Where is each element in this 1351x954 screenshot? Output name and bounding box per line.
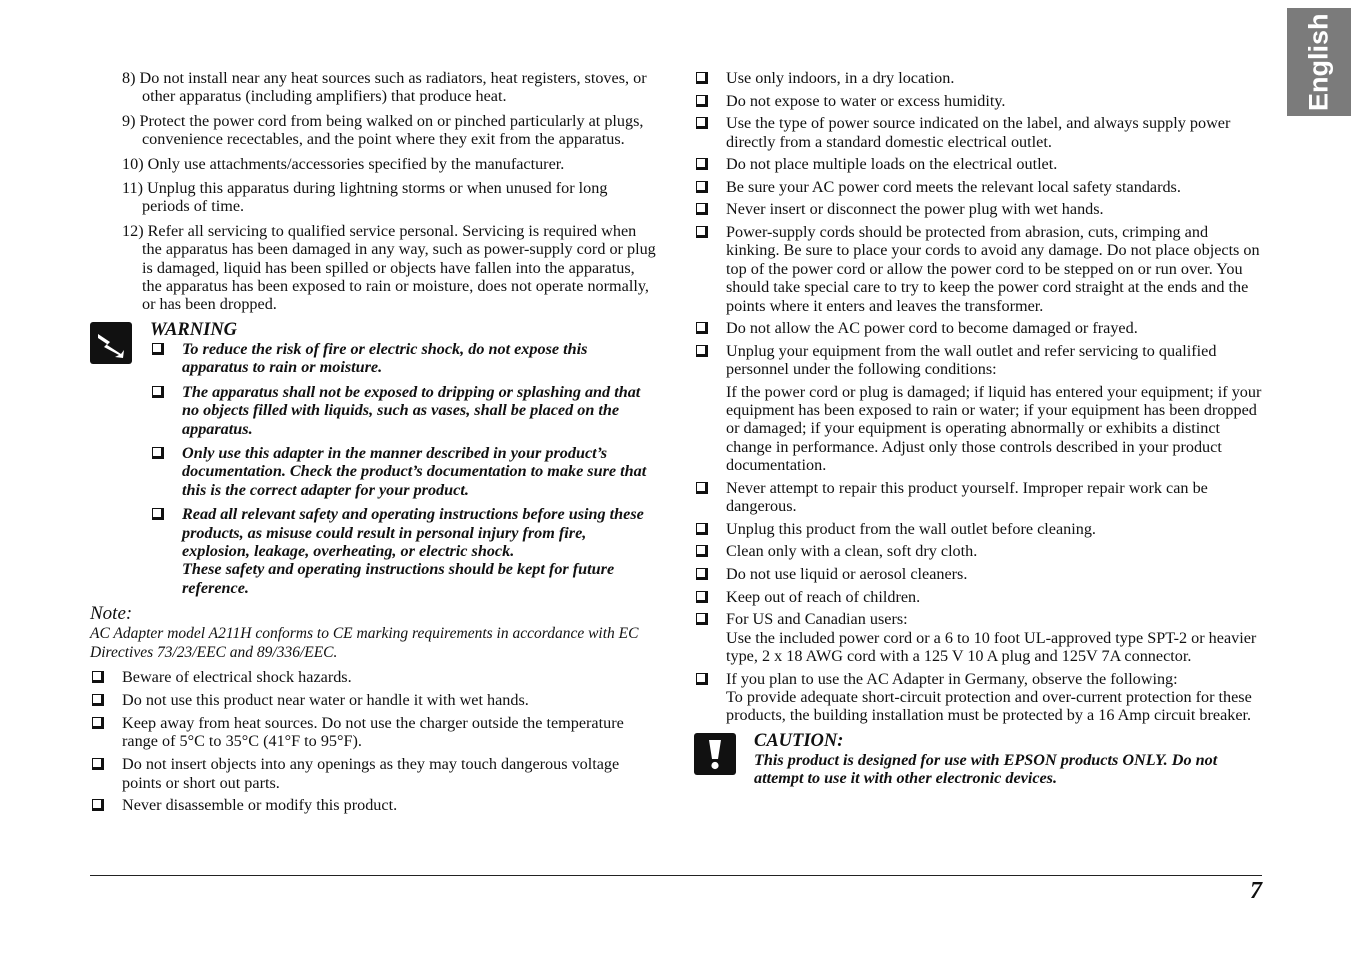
caution-title: CAUTION: bbox=[754, 730, 844, 751]
numbered-item-12: 12) Refer all servicing to qualified service personal. Servicing is required when the apparatus has been damaged in any way, such as power-supply cord or plug is damaged, liquid has been spilled or objects have fallen into the apparatus, the apparatus has been exposed to rain or moisture, does not operate normally, or has been dropped. bbox=[122, 221, 656, 314]
list-item: Keep out of reach of children. bbox=[694, 588, 1262, 606]
checkbox-bullet-icon bbox=[696, 203, 708, 215]
list-item: Power-supply cords should be protected from abrasion, cuts, crimping and kinking. Be sure to place your cords to avoid any damage. Do not place objects on top of the power cord or allow the power cord to be stepped on or run over. You should take special care to try to keep the power cord straight at the ends and the points where it enters and leaves the transformer. bbox=[694, 223, 1262, 315]
list-item: Be sure your AC power cord meets the relevant local safety standards. bbox=[694, 178, 1262, 196]
checkbox-bullet-icon bbox=[92, 758, 104, 770]
caution-text: This product is designed for use with EPSON products ONLY. Do not attempt to use it with other electronic devices. bbox=[754, 750, 1218, 788]
checkbox-bullet-icon bbox=[152, 508, 164, 520]
us-canada-detail: Use the included power cord or a 6 to 10 foot UL-approved type SPT-2 or heavier type, 2 x 18 AWG cord with a 125 V 10 A plug and 125V 7A connector. bbox=[726, 628, 1257, 665]
list-item: Keep away from heat sources. Do not use the charger outside the temperature range of 5°C to 35°C (41°F to 95°F). bbox=[90, 714, 656, 751]
list-item: Never disassemble or modify this product. bbox=[90, 796, 656, 814]
list-item: Do not expose to water or excess humidity. bbox=[694, 92, 1262, 110]
checkbox-bullet-icon bbox=[696, 226, 708, 238]
language-tab-label: English bbox=[1303, 13, 1334, 111]
exclamation-caution-icon bbox=[694, 733, 736, 775]
language-tab bbox=[1287, 8, 1351, 116]
checkbox-bullet-icon bbox=[152, 447, 164, 459]
list-item: Use only indoors, in a dry location. bbox=[694, 69, 1262, 87]
list-item: If you plan to use the AC Adapter in Germany, observe the following: To provide adequate short-circuit protection and over-current protection for these products, the building installation must be protected by a 16 Amp circuit breaker. bbox=[694, 670, 1262, 725]
warning-item: Only use this adapter in the manner described in your product’s documentation. Check the product’s documentation to make sure that this is the correct adapter for your product. bbox=[150, 444, 656, 499]
left-column bbox=[90, 69, 656, 819]
checkbox-bullet-icon bbox=[696, 158, 708, 170]
warning-item: Read all relevant safety and operating instructions before using these products, as misuse could result in personal injury from fire, explosion, leakage, overheating, or electric shock. These safety and operating instructions should be kept for future reference. bbox=[150, 505, 656, 597]
numbered-item-8: 8) Do not install near any heat sources such as radiators, heat registers, stoves, or other apparatus (including amplifiers) that produce heat. bbox=[122, 69, 647, 106]
warning-item-extra: These safety and operating instructions should be kept for future reference. bbox=[182, 560, 615, 597]
checkbox-bullet-icon bbox=[696, 591, 708, 603]
list-item: Unplug this product from the wall outlet before cleaning. bbox=[694, 520, 1262, 538]
list-item: Do not place multiple loads on the electrical outlet. bbox=[694, 155, 1262, 173]
warning-item: The apparatus shall not be exposed to dripping or splashing and that no objects filled with liquids, such as vases, shall be placed on the apparatus. bbox=[150, 383, 656, 438]
checkbox-bullet-icon bbox=[696, 345, 708, 357]
checkbox-bullet-icon bbox=[152, 343, 164, 355]
unplug-conditions: If the power cord or plug is damaged; if liquid has entered your equipment; if your equipment has been exposed to rain or water; if your equipment has been dropped or damaged; if your equipment is operating abnormally or exhibits a distinct change in performance. Adjust only those controls described in your product documentation. bbox=[726, 382, 1262, 475]
list-item: Never attempt to repair this product yourself. Improper repair work can be dangerous. bbox=[694, 479, 1262, 516]
checkbox-bullet-icon bbox=[696, 322, 708, 334]
list-item: Beware of electrical shock hazards. bbox=[90, 668, 656, 686]
list-item: Clean only with a clean, soft dry cloth. bbox=[694, 542, 1262, 560]
germany-detail: To provide adequate short-circuit protection and over-current protection for these products, the building installation must be protected by a 16 Amp circuit breaker. bbox=[726, 688, 1252, 725]
list-item: Use the type of power source indicated on the label, and always supply power directly from a standard domestic electrical outlet. bbox=[694, 114, 1262, 151]
checkbox-bullet-icon bbox=[152, 386, 164, 398]
checkbox-bullet-icon bbox=[696, 95, 708, 107]
list-item: For US and Canadian users: Use the included power cord or a 6 to 10 foot UL-approved type SPT-2 or heavier type, 2 x 18 AWG cord with a 125 V 10 A plug and 125V 7A connector. bbox=[694, 610, 1262, 665]
list-item: Never insert or disconnect the power plug with wet hands. bbox=[694, 200, 1262, 218]
checkbox-bullet-icon bbox=[696, 482, 708, 494]
warning-item: To reduce the risk of fire or electric shock, do not expose this apparatus to rain or moisture. bbox=[150, 340, 656, 377]
list-item: Do not insert objects into any openings as they may touch dangerous voltage points or short out parts. bbox=[90, 755, 656, 792]
list-item: Unplug your equipment from the wall outlet and refer servicing to qualified personnel under the following conditions: If the power cord or plug is damaged; if liquid has entered your equipment; if your equipment has been exposed to rain or water; if your equipment has been dropped or damaged; if your equipment is operating abnormally or exhibits a distinct change in performance. Adjust only those controls described in your product documentation. bbox=[694, 342, 1262, 475]
numbered-item-9: 9) Protect the power cord from being walked on or pinched particularly at plugs, convenience recectables, and the point where they exit from the apparatus. bbox=[122, 111, 644, 149]
note-title: Note: bbox=[90, 603, 133, 625]
warning-block bbox=[90, 320, 656, 597]
lightning-warning-icon bbox=[90, 322, 132, 364]
page-number: 7 bbox=[1250, 878, 1262, 904]
caution-block bbox=[694, 731, 1262, 788]
checkbox-bullet-icon bbox=[696, 181, 708, 193]
checkbox-bullet-icon bbox=[696, 523, 708, 535]
checkbox-bullet-icon bbox=[696, 673, 708, 685]
note-text: AC Adapter model A211H conforms to CE marking requirements in accordance with EC Directives 73/23/EEC and 89/336/EEC. bbox=[90, 625, 639, 661]
list-item: Do not use liquid or aerosol cleaners. bbox=[694, 565, 1262, 583]
warning-title: WARNING bbox=[150, 319, 238, 340]
checkbox-bullet-icon bbox=[696, 72, 708, 84]
checkbox-bullet-icon bbox=[696, 545, 708, 557]
checkbox-bullet-icon bbox=[696, 613, 708, 625]
checkbox-bullet-icon bbox=[92, 799, 104, 811]
right-column bbox=[694, 69, 1262, 788]
checkbox-bullet-icon bbox=[92, 671, 104, 683]
checkbox-bullet-icon bbox=[92, 694, 104, 706]
checkbox-bullet-icon bbox=[92, 717, 104, 729]
list-item: Do not use this product near water or handle it with wet hands. bbox=[90, 691, 656, 709]
checkbox-bullet-icon bbox=[696, 117, 708, 129]
checkbox-bullet-icon bbox=[696, 568, 708, 580]
numbered-item-11: 11) Unplug this apparatus during lightning storms or when unused for long periods of time. bbox=[122, 179, 608, 216]
list-item: Do not allow the AC power cord to become damaged or frayed. bbox=[694, 319, 1262, 337]
numbered-item-10: 10) Only use attachments/accessories specified by the manufacturer. bbox=[122, 154, 565, 173]
footer-rule bbox=[90, 875, 1262, 876]
